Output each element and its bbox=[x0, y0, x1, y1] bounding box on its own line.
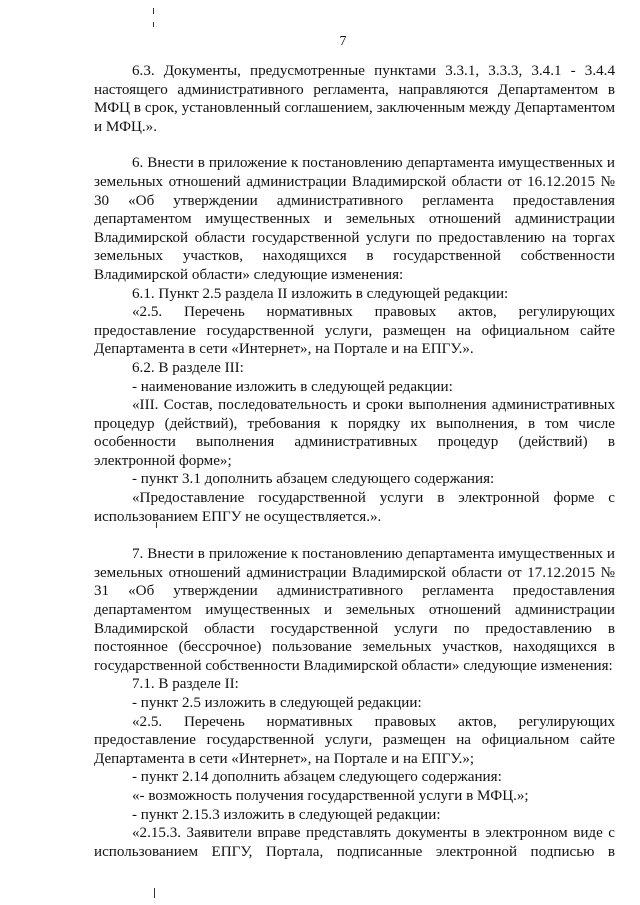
paragraph-mfc-quote: «- возможность получения государственной услуги в МФЦ.»; bbox=[132, 787, 529, 804]
page-number: 7 bbox=[339, 34, 347, 49]
paragraph-2-15-3-item: - пункт 2.15.3 изложить в следующей редакции: bbox=[132, 806, 441, 823]
scan-mark-top bbox=[153, 8, 154, 14]
scan-mark-bottom bbox=[154, 888, 155, 898]
paragraph-7-1: 7.1. В разделе II: bbox=[132, 676, 239, 693]
paragraph-2-5-item: - пункт 2.5 изложить в следующей редакции: bbox=[132, 695, 422, 711]
paragraph-section-iii-quote: «III. Состав, последовательность и сроки выполнения административных процедур (действий), требования к порядку их выполнения, в том числе особенности выполнения административных процедур (действий) в электронной форме»; bbox=[94, 397, 615, 469]
paragraph-electronic-quote: «Предоставление государственной услуги в электронной форме с использованием ЕПГУ не осуществляется.». bbox=[94, 490, 615, 525]
document-body bbox=[94, 62, 615, 861]
paragraph-6: 6. Внести в приложение к постановлению департамента имущественных и земельных отношений администрации Владимирской области от 16.12.2015 № 30 «Об утверждении административного регламента предоставления департаментом имущественных и земельных отношений администрации Владимирской области государственной услуги по предоставлению на торгах земельных участков, находящихся в государственной собственности Владимирской области» следующие изменения: bbox=[94, 155, 615, 283]
paragraph-title-item: - наименование изложить в следующей редакции: bbox=[132, 378, 453, 395]
paragraph-2-14-item: - пункт 2.14 дополнить абзацем следующего содержания: bbox=[132, 769, 502, 786]
paragraph-6-2: 6.2. В разделе III: bbox=[132, 359, 244, 376]
paragraph-2-5-quote-2: «2.5. Перечень нормативных правовых актов, регулирующих предоставление государственной услуги, размещен на официальном сайте Департамента в сети «Интернет», на Портале и на ЕПГУ.»; bbox=[94, 713, 615, 767]
paragraph-2-5-quote: «2.5. Перечень нормативных правовых актов, регулирующих предоставление государственной услуги, размещен на официальном сайте Департамента в сети «Интернет», на Портале и на ЕПГУ.». bbox=[94, 304, 615, 358]
paragraph-6-1: 6.1. Пункт 2.5 раздела II изложить в следующей редакции: bbox=[132, 285, 509, 302]
scan-mark-top-2 bbox=[153, 22, 154, 27]
paragraph-3-1-item: - пункт 3.1 дополнить абзацем следующего содержания: bbox=[132, 471, 495, 488]
paragraph-7: 7. Внести в приложение к постановлению департамента имущественных и земельных отношений администрации Владимирской области от 17.12.2015 № 31 «Об утверждении административного регламента предоставления департаментом имущественных и земельных отношений администрации Владимирской области государственной услуги по предоставлению в постоянное (бессрочное) пользование земельных участков, находящихся в государственной собственности Владимирской области» следующие изменения: bbox=[94, 546, 615, 674]
paragraph-2-15-3-quote: «2.15.3. Заявители вправе представлять документы в электронном виде с использованием ЕПГУ, Портала, подписанные электронной подписью в bbox=[94, 825, 615, 860]
paragraph-6-3: 6.3. Документы, предусмотренные пунктами 3.3.1, 3.3.3, 3.4.1 - 3.4.4 настоящего административного регламента, направляются Департаментом в МФЦ в срок, установленный соглашением, заключенным между Департаментом и МФЦ.». bbox=[94, 63, 615, 135]
